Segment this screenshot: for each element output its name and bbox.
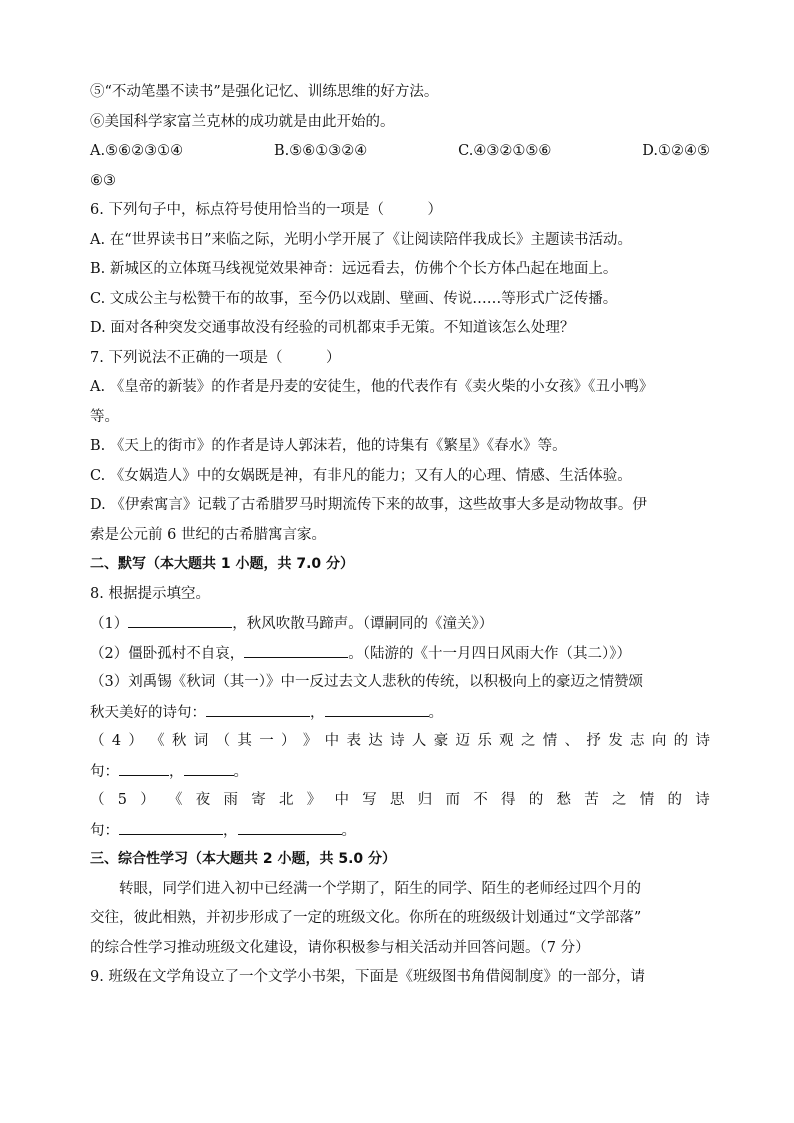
justified-char: 达 [368,733,383,749]
justified-char: 北 [278,792,294,808]
q5-option-d-continued: ⑥③ [90,172,116,189]
q7-option-d-line1: D. 《伊索寓言》记载了古希腊罗马时期流传下来的故事，这些故事大多是动物故事。伊 [90,497,647,513]
justified-char: 4 [111,733,122,749]
q5-options [90,137,710,167]
q8-part-1-suffix: ，秋风吹散马蹄声。（谭嗣同的《潼关》） [232,616,494,632]
justified-char: 归 [417,792,433,808]
q8-part-3-line2 [90,698,710,728]
justified-char: 愁 [556,792,571,808]
exam-page [90,78,710,993]
q8-blank-3b[interactable] [325,698,429,717]
justified-char: 苦 [584,792,599,808]
q7-option-d-line2: 索是公元前 6 世纪的古希腊寓言家。 [90,526,326,543]
q5-option-b: B.⑤⑥①③②④ [273,143,368,159]
justified-char: 志 [630,733,645,749]
q6-option-c: C. 文成公主与松赞干布的故事，至今仍以戏剧、壁画、传说……等形式广泛传播。 [90,290,618,307]
justified-char: 一 [259,733,274,749]
justified-char: 诗 [390,733,405,749]
justified-char: （ [215,733,231,749]
q7-option-c: C. 《女娲造人》中的女娲既是神，有非凡的能力；又有人的心理、情感、生活体验。 [90,467,632,484]
q8-blank-3a[interactable] [206,698,310,717]
q8-part-3-end: 。 [428,704,443,721]
justified-char: 中 [334,792,349,808]
q7-stem: 7. 下列说法不正确的一项是（ ） [90,349,341,366]
justified-char: 5 [117,792,127,808]
q5-option-a: A.⑤⑥②③①④ [90,143,184,159]
justified-char: 夜 [195,792,211,808]
justified-char: 雨 [223,792,238,808]
justified-char: （ [90,792,105,808]
section-2-heading: 二、默写（本大题共 1 小题，共 7.0 分） [90,556,355,572]
q8-part-5-end: 。 [341,822,356,839]
q5-option-d: D.①②④⑤ [642,143,710,159]
justified-char: 迈 [455,733,471,749]
q8-part-4-line2 [90,757,710,787]
justified-char: 、 [564,733,580,749]
justified-char: ） [128,733,143,749]
q8-part-5-sep: ， [223,822,238,839]
justified-char: 之 [520,733,536,749]
justified-char: 之 [611,792,627,808]
q8-part-2-prefix: （2）僵卧孤村不自哀， [90,645,245,662]
q8-part-5-line2 [90,816,710,846]
justified-char: 的 [528,792,544,808]
q8-part-2-suffix: 。（陆游的《十一月四日风雨大作（其二）》） [348,645,631,662]
justified-char: 其 [237,733,252,749]
q5-option-c: C.④③②①⑤⑥ [458,143,552,159]
justified-char: ） [140,792,155,808]
q7-option-a-line2: 等。 [90,408,119,425]
justified-char: 而 [445,792,460,808]
q8-blank-5b[interactable] [238,816,342,835]
justified-char: 》 [302,733,318,749]
intro-line-3: 的综合性学习推动班级文化建设，请你积极参与相关活动并回答问题。（7 分） [90,939,590,956]
q6-stem: 6. 下列句子中，标点符号使用恰当的一项是（ ） [90,202,442,218]
q6-option-b: B. 新城区的立体斑马线视觉效果神奇：远远看去，仿佛个个长方体凸起在地面上。 [90,261,618,277]
justified-char: 向 [651,733,667,749]
justified-char: 中 [324,733,340,749]
q6-option-d: D. 面对各种突发交通事故没有经验的司机都束手无策。不知道该怎么处理？ [90,320,575,336]
justified-char: 《 [167,792,183,808]
q8-blank-1[interactable] [128,609,232,628]
justified-char: 寄 [251,792,266,808]
section-3-heading: 三、综合性学习（本大题共 2 小题，共 5.0 分） [90,851,397,867]
justified-char: ） [281,733,296,749]
q9-stem: 9. 班级在文学角设立了一个文学小书架，下面是《班级图书角借阅制度》的一部分，请 [90,969,645,985]
intro-line-1: 转眼，同学们进入初中已经满一个学期了，陌生的同学、陌生的老师经过四个月的 [119,880,641,897]
justified-char: 表 [346,733,361,749]
q8-part-4-end: 。 [233,763,248,780]
q7-option-b: B. 《天上的街市》的作者是诗人郭沫若，他的诗集有《繁星》《春水》等。 [90,438,567,454]
justified-char: 豪 [433,733,449,749]
justified-char: 《 [150,733,165,749]
justified-char: 》 [306,792,322,808]
justified-char: 发 [608,733,623,749]
justified-char: 的 [667,792,682,808]
justified-char: 情 [639,792,655,808]
q8-part-3-sep: ， [310,704,325,721]
justified-char: 乐 [477,733,492,749]
justified-char: 人 [411,733,427,749]
intro-line-2: 交往，彼此相熟，并初步形成了一定的班级文化。你所在的班级级计划通过“文学部落” [90,910,642,926]
justified-char: 思 [389,792,405,808]
justified-char: 的 [673,733,689,749]
q8-part-5-line1 [90,786,710,816]
q8-part-4-prefix: 句： [90,763,119,780]
q5-item-5: ⑤“不动笔墨不读书”是强化记忆、训练思维的好方法。 [90,84,439,100]
justified-char: 诗 [695,733,710,749]
q8-part-5-prefix: 句： [90,822,119,839]
q8-blank-5a[interactable] [119,816,223,835]
q8-part-4-line1 [90,727,710,757]
justified-char: 词 [193,733,209,749]
q8-part-1 [90,609,710,639]
q8-part-3-prefix: 秋天美好的诗句： [90,704,206,721]
q8-blank-4a[interactable] [119,757,169,776]
q8-stem: 8. 根据提示填空。 [90,585,210,602]
justified-char: 不 [473,792,488,808]
justified-char: 观 [499,733,514,749]
justified-char: （ [90,733,105,749]
q8-blank-4b[interactable] [184,757,234,776]
justified-char: 诗 [695,792,710,808]
justified-char: 情 [542,733,558,749]
q6-option-a: A. 在“世界读书日”来临之际，光明小学开展了《让阅读陪伴我成长》主题读书活动。 [90,231,633,248]
q8-part-2 [90,639,710,669]
justified-char: 写 [362,792,377,808]
justified-char: 得 [500,792,516,808]
q5-item-6: ⑥美国科学家富兰克林的成功就是由此开始的。 [90,113,395,130]
q8-part-1-prefix: （1） [90,616,129,632]
q7-option-a-line1: A. 《皇帝的新装》的作者是丹麦的安徒生，他的代表作有《卖火柴的小女孩》《丑小鸭》 [90,379,654,395]
justified-char: 抒 [586,733,601,749]
q8-part-4-sep: ， [169,763,184,780]
q8-part-3-line1: （3）刘禹锡《秋词（其一）》中一反过去文人悲秋的传统，以积极向上的豪迈之情赞颂 [90,674,643,690]
q8-blank-2[interactable] [244,639,348,658]
justified-char: 秋 [171,733,187,749]
